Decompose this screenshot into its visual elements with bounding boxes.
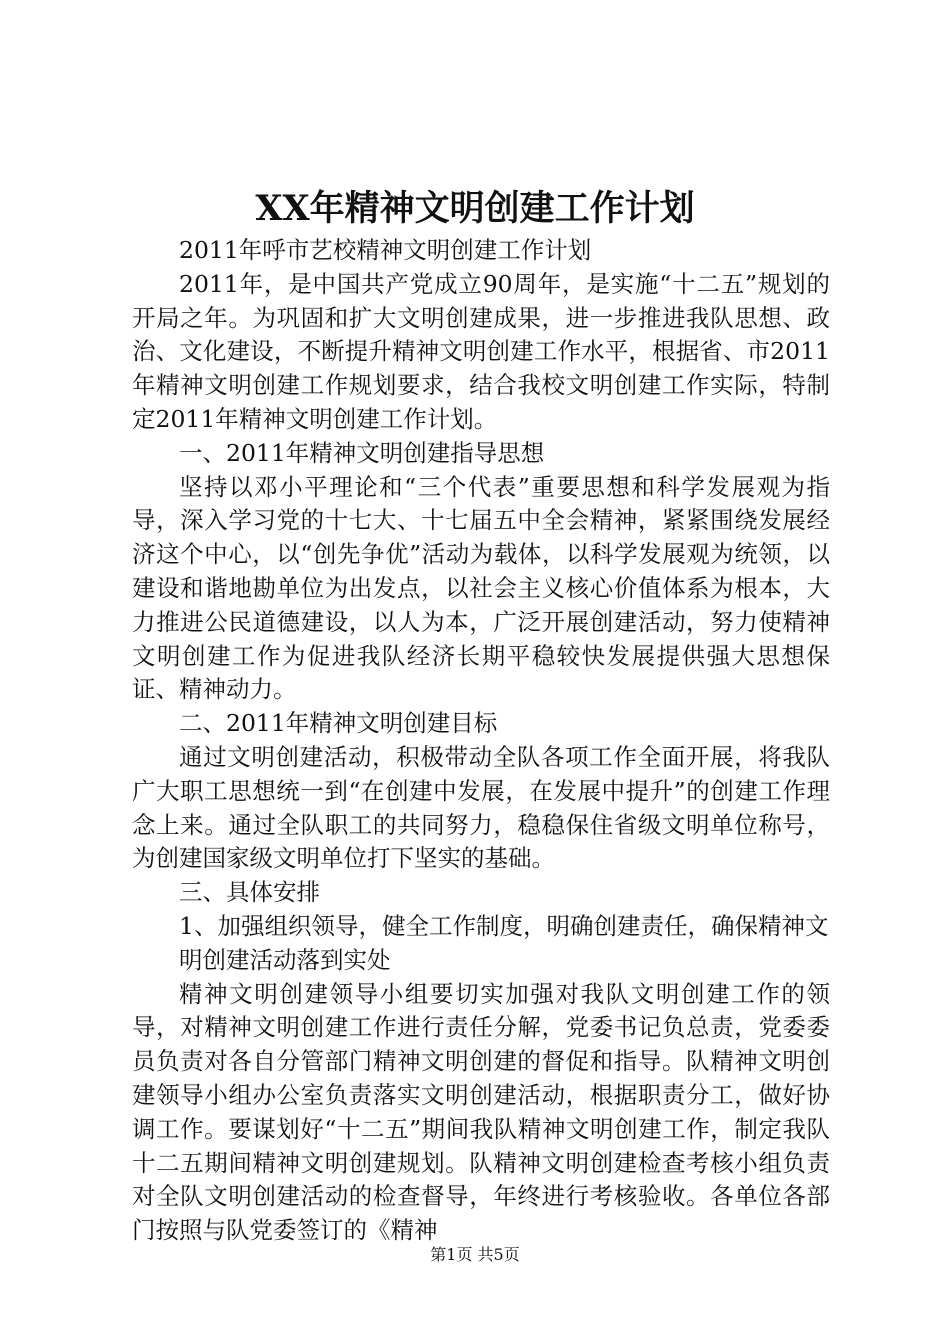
intro-paragraph: 2011年，是中国共产党成立90周年，是实施“十二五”规划的开局之年。为巩固和扩大文明创建成果，进一步推进我队思想、政治、文化建设，不断提升精神文明创建工作水平，根据省、市2011年精神文明创建工作规划要求，结合我校文明创建工作实际，特制定2011年精神文明创建工作计划。 — [132, 269, 830, 433]
leadership-paragraph: 精神文明创建领导小组要切实加强对我队文明创建工作的领导，对精神文明创建工作进行责任分解，党委书记负总责，党委委员负责对各自分管部门精神文明创建的督促和指导。队精神文明创建领导小组办公室负责落实文明创建活动，根据职责分工，做好协调工作。要谋划好“十二五”期间我队精神文明创建工作，制定我队十二五期间精神文明创建规划。队精神文明创建检查考核小组负责对全队文明创建活动的检查督导，年终进行考核验收。各单位各部门按照与队党委签订的《精神 — [132, 979, 830, 1245]
document-body — [132, 234, 830, 1248]
section-heading-goals: 二、2011年精神文明创建目标 — [179, 709, 498, 738]
guiding-ideology-paragraph: 坚持以邓小平理论和“三个代表”重要思想和科学发展观为指导，深入学习党的十七大、十七届五中全会精神，紧紧围绕发展经济这个中心，以“创先争优”活动为载体，以科学发展观为统领，以建设和谐地勘单位为出发点，以社会主义核心价值体系为根本，大力推进公民道德建设，以人为本，广泛开展创建活动，努力使精神文明创建工作为促进我队经济长期平稳较快发展提供强大思想保证、精神动力。 — [132, 472, 830, 704]
arrangement-item-1: 1、加强组织领导，健全工作制度，明确创建责任，确保精神文 — [179, 911, 829, 940]
subtitle-paragraph: 2011年呼市艺校精神文明创建工作计划 — [179, 236, 592, 264]
arrangement-item-1-continued: 明创建活动落到实处 — [179, 945, 391, 974]
section-heading-guiding-ideology: 一、2011年精神文明创建指导思想 — [179, 438, 545, 467]
goals-paragraph: 通过文明创建活动，积极带动全队各项工作全面开展，将我队广大职工思想统一到“在创建中发展，在发展中提升”的创建工作理念上来。通过全队职工的共同努力，稳稳保住省级文明单位称号，为创建国家级文明单位打下坚实的基础。 — [132, 742, 830, 873]
section-heading-arrangements: 三、具体安排 — [179, 878, 320, 907]
document-title: XX年精神文明创建工作计划 — [255, 188, 695, 229]
page-footer: 第1页 共5页 — [430, 1245, 520, 1264]
